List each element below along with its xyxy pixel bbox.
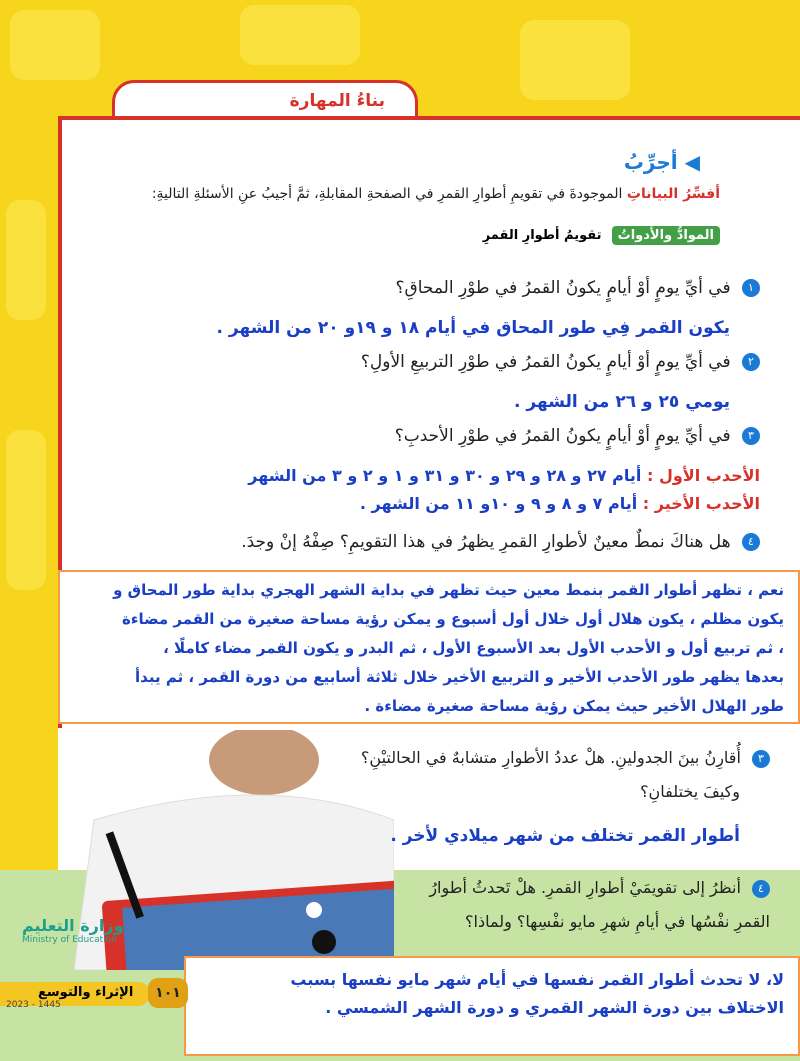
question-number: ٣ — [742, 427, 760, 445]
question-text: هل هناكَ نمطٌ معينٌ لأطوارِ القمرِ يظهرُ في هذا التقويمِ؟ صِفْهُ إنْ وجدَ. — [241, 532, 731, 552]
ministry-name-en: Ministry of Education — [22, 935, 117, 945]
footer-year: 2023 - 1445 — [6, 1000, 61, 1010]
header-title: بناءُ المهارة — [289, 91, 385, 111]
question-1 — [395, 278, 760, 298]
answer-box-calendar — [184, 956, 800, 1056]
answer-3-line2 — [360, 494, 760, 513]
footer-section-label: الإثراء والتوسع — [38, 985, 134, 1000]
compare-answer: أطوار القمر تختلف من شهر ميلادي لأخر . — [390, 826, 740, 846]
answer-line: الاختلاف بين دورة الشهر القمري و دورة الشهر الشمسي . — [325, 998, 784, 1017]
answer-line: طور الهلال الأخير حيث يمكن رؤية مساحة صغيرة مضاءة . — [364, 697, 784, 715]
answer-line: لا، لا تحدث أطوار القمر نفسها في أيام شهر مايو نفسها بسبب — [290, 970, 784, 989]
bg-shape — [6, 200, 46, 320]
ministry-name: وزارة التعليم — [22, 916, 124, 935]
answer-line: يكون مظلم ، يكون هلال أول خلال أول أسبوع و يمكن رؤية مساحة صغيرة من القمر مضاءة — [121, 610, 784, 628]
answer-line: نعم ، تظهر أطوار القمر بنمط معين حيث تظهر في بداية الشهر الهجري بداية طور المحاق و — [113, 581, 784, 599]
answer-line: ، ثم تربيع أول و الأحدب الأول بعد الأسبوع الأول ، ثم البدر و يكون القمر مضاء كاملًا ، — [163, 639, 784, 657]
answer-box-pattern — [58, 570, 800, 724]
answer-text: أيام ٧ و ٨ و ٩ و ١٠و ١١ من الشهر . — [359, 494, 638, 513]
answer-box-lines — [186, 958, 798, 1030]
materials-label: الموادُّ والأدواتُ — [612, 226, 720, 245]
instruction-rest: الموجودةَ في تقويمِ أطوارِ القمرِ في الصفحةِ المقابلةِ، ثمَّ أجيبُ عنِ الأسئلةِ التاليةِ: — [151, 186, 623, 202]
look-line1: أنظرُ إلى تقويمَيْ أطوارِ القمرِ. هلْ تَحدثُ أطوارُ — [429, 878, 741, 897]
play-arrow-icon: ◀ — [684, 150, 700, 174]
question-number: ٢ — [742, 353, 760, 371]
footer-band — [0, 982, 150, 1010]
answer-3-line1 — [248, 466, 760, 485]
question-3 — [395, 426, 760, 446]
try-heading-text: أجرِّبُ — [623, 150, 678, 174]
compare-question — [361, 748, 770, 768]
page-footer — [0, 976, 190, 1012]
answer-text: أيام ٢٧ و ٢٨ و ٢٩ و ٣٠ و ٣١ و ١ و ٢ و ٣ من الشهر — [248, 466, 642, 485]
answer-label: الأحدب الأخير : — [642, 494, 760, 513]
look-line2: القمرِ نفْسُها في أيامِ شهرِ مايو نفْسِها؟ ولماذا؟ — [465, 912, 770, 931]
bg-shape — [10, 10, 100, 80]
ministry-logo — [22, 916, 132, 945]
question-number: ٤ — [742, 533, 760, 551]
question-text: في أيِّ يومٍ أوْ أيامٍ يكونُ القمرُ في طوْرِ الأحدبِ؟ — [394, 426, 731, 446]
answer-box-lines — [60, 572, 798, 725]
instruction-keyword: أفسِّرُ البياناتِ — [626, 186, 720, 202]
materials-row — [483, 228, 720, 243]
question-number: ١ — [742, 279, 760, 297]
page-number: ١٠١ — [148, 978, 188, 1008]
question-number: ٣ — [752, 750, 770, 768]
question-text: في أيِّ يومٍ أوْ أيامٍ يكونُ القمرُ في طوْرِ التربيعِ الأولِ؟ — [360, 352, 731, 372]
answer-1: يكون القمر فِي طور المحاق في أيام ١٨ و ١٩و ٢٠ من الشهر . — [216, 318, 730, 338]
materials-value: تقويمُ أطوارِ القمرِ — [482, 228, 602, 243]
bg-shape — [240, 5, 360, 65]
bg-shape — [520, 20, 630, 100]
try-heading — [624, 150, 700, 174]
question-number: ٤ — [752, 880, 770, 898]
answer-2: يومي ٢٥ و ٢٦ من الشهر . — [514, 392, 730, 412]
question-text: في أيِّ يومٍ أوْ أيامٍ يكونُ القمرُ في طوْرِ المحاقِ؟ — [395, 278, 731, 298]
look-question — [429, 878, 770, 898]
answer-line: بعدها يظهر طور الأحدب الأخير و التربيع الأخير خلال ثلاثة أسابيع من دورة القمر ، ثم يبدأ — [135, 668, 784, 686]
bg-shape — [6, 430, 46, 590]
question-2 — [361, 352, 760, 372]
instruction — [20, 186, 720, 202]
question-4 — [241, 532, 760, 552]
compare-line1: أُقارِنُ بينَ الجدولينِ. هلْ عددُ الأطوارِ متشابهٌ في الحالتيْنِ؟ — [360, 748, 741, 767]
answer-label: الأحدب الأول : — [646, 466, 760, 485]
compare-line2: وكيفَ يختلفانِ؟ — [640, 782, 740, 801]
